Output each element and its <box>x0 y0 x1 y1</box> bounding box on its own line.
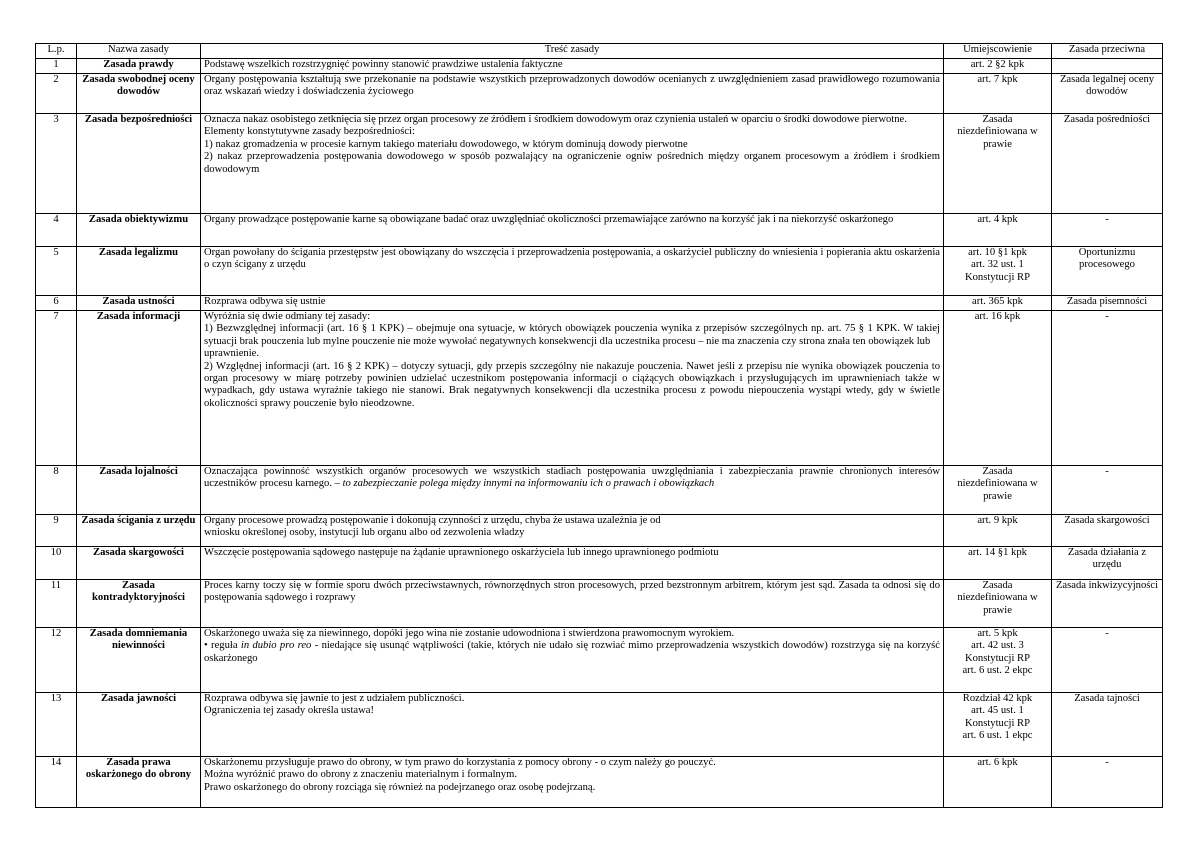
location-line: art. 7 kpk <box>977 74 1018 85</box>
principle-location <box>944 693 1052 757</box>
location-line: art. 10 §1 kpk <box>968 247 1027 258</box>
principle-name: Zasada obiektywizmu <box>77 214 201 247</box>
principle-location <box>944 466 1052 515</box>
location-line: art. 42 ust. 3 Konstytucji RP <box>964 640 1031 664</box>
principle-content <box>201 114 944 214</box>
principle-location <box>944 580 1052 628</box>
location-line: Zasada niezdefiniowana w prawie <box>957 580 1038 616</box>
opposite-principle: - <box>1052 466 1163 515</box>
principle-content <box>201 247 944 296</box>
italic-phrase: to zabezpieczanie polega między innymi na informowaniu ich o prawach i obowiązkach <box>342 478 715 490</box>
header-location: Umiejscowienie <box>944 44 1052 59</box>
content-line: Wszczęcie postępowania sądowego następuje na żądanie uprawnionego oskarżyciela lub innego uprawnionego podmiotu <box>204 547 719 558</box>
principle-content <box>201 628 944 693</box>
principle-name: Zasada jawności <box>77 693 201 757</box>
principle-location <box>944 311 1052 466</box>
location-line: art. 16 kpk <box>974 311 1021 322</box>
content-line: Wyróżnia się dwie odmiany tej zasady: <box>204 311 371 322</box>
principle-location <box>944 757 1052 808</box>
principle-name: Zasada ustności <box>77 296 201 311</box>
principle-location <box>944 59 1052 74</box>
principle-location <box>944 247 1052 296</box>
header-content: Treść zasady <box>201 44 944 59</box>
header-lp: L.p. <box>36 44 77 59</box>
principle-location <box>944 214 1052 247</box>
table-row <box>36 311 1163 466</box>
principle-content <box>201 547 944 580</box>
content-line: wniosku określonej osoby, instytucji lub organu albo od zezwolenia władzy <box>204 527 525 539</box>
principle-content <box>201 214 944 247</box>
content-line: 2) Względnej informacji (art. 16 § 2 KPK) – dotyczy sytuacji, gdy przepis szczególny nie nakazuje pouczenia. Nawet jeśli z przepisu nie wynika obowiązek pouczenia to organ procesowy w miarę potrzeby powinien udzielać uczestnikom postępowania informacji o ciążących obowiązkach i przysługujących im uprawnieniach także w wypadkach, gdy ustawa wyraźnie takiego nie stanowi. Brak negatywnych konsekwencji dla uczestnika procesu z powodu niepouczenia wystąpi wtedy, gdy w świetle okoliczności sprawy pouczenie było nieodzowne. <box>204 360 940 409</box>
location-line: art. 45 ust. 1 Konstytucji RP <box>964 705 1031 729</box>
row-number: 2 <box>36 74 77 114</box>
content-line: Elementy konstytutywne zasady bezpośredniości: <box>204 126 415 138</box>
principle-name: Zasada bezpośredniości <box>77 114 201 214</box>
content-line: Prawo oskarżonego do obrony rozciąga się również na podejrzanego oraz osobę podejrzaną. <box>204 781 596 793</box>
location-line: art. 6 ust. 1 ekpc <box>962 730 1033 742</box>
content-line: Ograniczenia tej zasady określa ustawa! <box>204 705 375 717</box>
principle-location <box>944 114 1052 214</box>
principle-content <box>201 74 944 114</box>
opposite-principle: Zasada skargowości <box>1052 515 1163 547</box>
principle-name: Zasada lojalności <box>77 466 201 515</box>
principle-name: Zasada domniemania niewinności <box>77 628 201 693</box>
header-row <box>36 44 1163 59</box>
table-row <box>36 296 1163 311</box>
principle-name: Zasada kontradyktoryjności <box>77 580 201 628</box>
location-line: Zasada niezdefiniowana w prawie <box>957 114 1038 150</box>
table-row <box>36 247 1163 296</box>
content-line: 1) nakaz gromadzenia w procesie karnym takiego materiału dowodowego, w którym dominują dowody pierwotne <box>204 138 688 150</box>
content-line: Oznaczająca powinność wszystkich organów procesowych we wszystkich stadiach postępowania uwzględniania i zabezpieczania prawnie chronionych interesów uczestników procesu karnego. – to zabezpieczanie polega między innymi na informowaniu ich o prawach i obowiązkach <box>204 466 940 490</box>
principle-content <box>201 59 944 74</box>
row-number: 14 <box>36 757 77 808</box>
row-number: 13 <box>36 693 77 757</box>
opposite-principle: - <box>1052 628 1163 693</box>
row-number: 6 <box>36 296 77 311</box>
opposite-principle: Zasada tajności <box>1052 693 1163 757</box>
principle-content <box>201 693 944 757</box>
opposite-principle: Zasada pisemności <box>1052 296 1163 311</box>
principle-name: Zasada informacji <box>77 311 201 466</box>
table-row <box>36 114 1163 214</box>
principles-table <box>35 43 1163 808</box>
location-line: art. 365 kpk <box>972 296 1023 307</box>
content-line: Organy postępowania kształtują swe przekonanie na podstawie wszystkich przeprowadzonych dowodów ocenianych z uwzględnieniem zasad prawidłowego rozumowania oraz wskazań wiedzy i doświadczenia życiowego <box>204 74 940 98</box>
location-line: art. 2 §2 kpk <box>970 59 1025 70</box>
location-line: Rozdział 42 kpk <box>962 693 1033 704</box>
content-line: Organ powołany do ścigania przestępstw jest obowiązany do wszczęcia i przeprowadzenia postępowania, a oskarżyciel publiczny do wniesienia i popierania aktu oskarżenia o czyn ścigany z urzędu <box>204 247 940 271</box>
table-row <box>36 74 1163 114</box>
location-line: art. 9 kpk <box>977 515 1018 526</box>
opposite-principle: Oportunizmu procesowego <box>1052 247 1163 296</box>
row-number: 11 <box>36 580 77 628</box>
content-line: Oznacza nakaz osobistego zetknięcia się przez organ procesowy ze źródłem i środkiem dowodowym oraz czynienia ustaleń w oparciu o środki dowodowe pierwotne. <box>204 114 907 125</box>
table-row <box>36 466 1163 515</box>
principle-name: Zasada ścigania z urzędu <box>77 515 201 547</box>
location-line: art. 6 kpk <box>977 757 1018 768</box>
principle-location <box>944 296 1052 311</box>
opposite-principle: Zasada działania z urzędu <box>1052 547 1163 580</box>
content-line: Organy prowadzące postępowanie karne są obowiązane badać oraz uwzględniać okoliczności przemawiające zarówno na korzyść jak i na niekorzyść oskarżonego <box>204 214 894 225</box>
table-row <box>36 757 1163 808</box>
row-number: 8 <box>36 466 77 515</box>
content-line: 1) Bezwzględnej informacji (art. 16 § 1 KPK) – obejmuje ona sytuacje, w których obowiązek pouczenia wynika z przepisów szczególnych np. art. 75 § 1 KPK. W takiej sytuacji brak pouczenia lub mylne pouczenie nie może wywołać negatywnych konsekwencji dla uczestnika procesu – nie ma znaczenia czy strona znała ten obowiązek lub <box>204 323 940 347</box>
location-line: art. 5 kpk <box>977 628 1018 639</box>
opposite-principle: - <box>1052 311 1163 466</box>
principle-content <box>201 757 944 808</box>
row-number: 7 <box>36 311 77 466</box>
content-line: • reguła in dubio pro reo - niedające się usunąć wątpliwości (takie, których nie udało się rozwiać mimo przeprowadzenia wszystkich dowodów) rozstrzyga się na korzyść oskarżonego <box>204 640 940 664</box>
opposite-principle: - <box>1052 757 1163 808</box>
row-number: 5 <box>36 247 77 296</box>
table-row <box>36 580 1163 628</box>
row-number: 4 <box>36 214 77 247</box>
content-line: Rozprawa odbywa się ustnie <box>204 296 326 307</box>
row-number: 10 <box>36 547 77 580</box>
opposite-principle <box>1052 59 1163 74</box>
principle-name: Zasada swobodnej oceny dowodów <box>77 74 201 114</box>
table-row <box>36 59 1163 74</box>
principle-content <box>201 296 944 311</box>
content-line: Można wyróżnić prawo do obrony z znaczeniu materialnym i formalnym. <box>204 769 517 781</box>
principle-name: Zasada skargowości <box>77 547 201 580</box>
principle-location <box>944 74 1052 114</box>
header-opposite: Zasada przeciwna <box>1052 44 1163 59</box>
principle-location <box>944 547 1052 580</box>
table-row <box>36 628 1163 693</box>
principle-content <box>201 466 944 515</box>
principle-content <box>201 580 944 628</box>
location-line: Zasada niezdefiniowana w prawie <box>957 466 1038 502</box>
row-number: 3 <box>36 114 77 214</box>
content-line: Oskarżonego uważa się za niewinnego, dopóki jego wina nie zostanie udowodniona i stwierdzona prawomocnym wyrokiem. <box>204 628 735 639</box>
principle-name: Zasada prawa oskarżonego do obrony <box>77 757 201 808</box>
opposite-principle: Zasada legalnej oceny dowodów <box>1052 74 1163 114</box>
row-number: 1 <box>36 59 77 74</box>
opposite-principle: - <box>1052 214 1163 247</box>
principle-content <box>201 311 944 466</box>
table-row <box>36 515 1163 547</box>
content-line: Organy procesowe prowadzą postępowanie i dokonują czynności z urzędu, chyba że ustawa uzależnia je od <box>204 515 661 526</box>
location-line: art. 14 §1 kpk <box>968 547 1027 558</box>
table-body <box>36 59 1163 808</box>
principle-name: Zasada prawdy <box>77 59 201 74</box>
table-row <box>36 214 1163 247</box>
table-row <box>36 693 1163 757</box>
content-line: uprawnienie. <box>204 348 260 360</box>
row-number: 9 <box>36 515 77 547</box>
location-line: art. 32 ust. 1 Konstytucji RP <box>964 259 1031 283</box>
content-line: Podstawę wszelkich rozstrzygnięć powinny stanowić prawdziwe ustalenia faktyczne <box>204 59 563 70</box>
italic-phrase: in dubio pro reo <box>240 640 312 652</box>
header-name: Nazwa zasady <box>77 44 201 59</box>
principle-name: Zasada legalizmu <box>77 247 201 296</box>
content-line: Oskarżonemu przysługuje prawo do obrony, w tym prawo do korzystania z pomocy obrony - o czym należy go pouczyć. <box>204 757 716 768</box>
table-row <box>36 547 1163 580</box>
content-line: Proces karny toczy się w formie sporu dwóch przeciwstawnych, równorzędnych stron procesowych, przed bezstronnym arbitrem, którym jest sąd. Zasada ta odnosi się do postępowania sądowego i rozprawy <box>204 580 940 604</box>
content-line: Rozprawa odbywa się jawnie to jest z udziałem publiczności. <box>204 693 465 704</box>
principle-content <box>201 515 944 547</box>
principle-location <box>944 628 1052 693</box>
location-line: art. 4 kpk <box>977 214 1018 225</box>
principle-location <box>944 515 1052 547</box>
opposite-principle: Zasada pośredniości <box>1052 114 1163 214</box>
row-number: 12 <box>36 628 77 693</box>
opposite-principle: Zasada inkwizycyjności <box>1052 580 1163 628</box>
location-line: art. 6 ust. 2 ekpc <box>962 665 1033 677</box>
content-line: 2) nakaz przeprowadzenia postępowania dowodowego w sposób pozwalający na ograniczenie ogniw pośrednich między organem procesowym a źródłem i środkiem dowodowym <box>204 151 940 175</box>
